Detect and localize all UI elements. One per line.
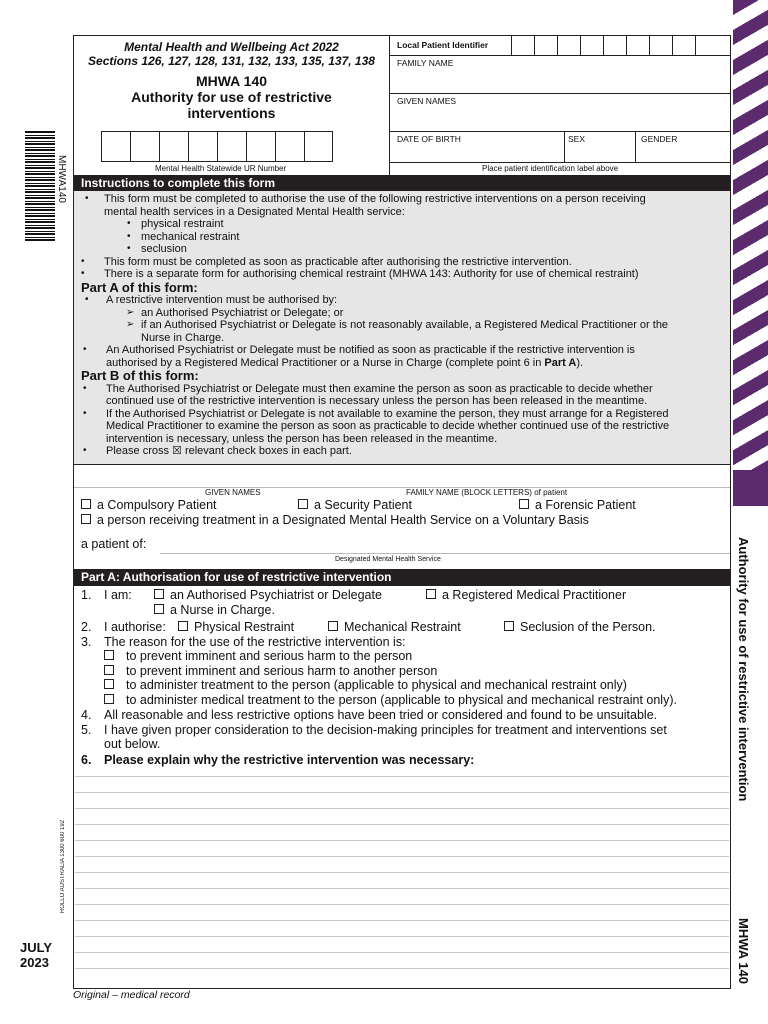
instr-text: Please cross ☒ relevant check boxes in each part.: [106, 445, 352, 457]
ur-digit-box[interactable]: [217, 131, 246, 162]
dob-label[interactable]: DATE OF BIRTH: [397, 134, 461, 144]
instr-text: Medical Practitioner to examine the person as soon as practicable to decide whether continued use of the restrictive: [106, 420, 670, 432]
decorative-stripe: [733, 0, 768, 506]
checkbox-label: a Forensic Patient: [535, 498, 636, 512]
checkbox[interactable]: [104, 665, 114, 675]
checkbox[interactable]: [328, 621, 338, 631]
date-year: 2023: [20, 955, 49, 970]
status-security[interactable]: [298, 498, 412, 512]
checkbox-label: a Nurse in Charge.: [170, 603, 275, 617]
instr-text: This form must be completed to authorise the use of the following restrictive interventions on a person receiving: [104, 193, 646, 205]
checkbox-label: a Compulsory Patient: [97, 498, 217, 512]
role-psychiatrist[interactable]: [154, 588, 382, 603]
checkbox[interactable]: [504, 621, 514, 631]
form-title-line2: interventions: [187, 105, 276, 121]
instr-text-bold: Part A: [544, 356, 577, 369]
status-forensic[interactable]: [519, 498, 636, 512]
decorative-stripe-end: [733, 470, 768, 506]
ur-label: Mental Health Statewide UR Number: [155, 164, 287, 173]
ur-digit-box[interactable]: [304, 131, 333, 162]
authorise-seclusion[interactable]: [504, 620, 656, 635]
instr-text: Nurse in Charge.: [141, 331, 225, 344]
role-nurse[interactable]: [154, 603, 275, 618]
given-names-caption: GIVEN NAMES: [205, 488, 261, 497]
local-id-box[interactable]: [603, 35, 626, 55]
instr-text: authorised by a Registered Medical Practitioner or a Nurse in Charge (complete point 6 in: [106, 356, 545, 369]
checkbox[interactable]: [154, 604, 164, 614]
item-label: I am:: [104, 588, 132, 602]
instr-text: continued use of the restrictive intervention is necessary unless the person has been released in the meantime.: [106, 395, 648, 407]
instr-text: This form must be completed as soon as practicable after authorising the restrictive intervention.: [104, 255, 572, 268]
vertical-form-title: Authority for use of restrictive intervention: [736, 537, 751, 802]
instructions-heading: Instructions to complete this form: [74, 175, 730, 191]
checkbox[interactable]: [104, 650, 114, 660]
instr-text: seclusion: [141, 243, 187, 255]
reason-3[interactable]: [81, 678, 721, 693]
local-id-box[interactable]: [649, 35, 672, 55]
checkbox-label: Seclusion of the Person.: [520, 620, 656, 634]
ur-digit-box[interactable]: [101, 131, 130, 162]
footer-note: Original – medical record: [73, 989, 190, 1001]
vertical-form-code: MHWA 140: [736, 918, 751, 984]
checkbox[interactable]: [519, 499, 529, 509]
item-label: I have given proper consideration to the decision-making principles for treatment and interventions set: [104, 723, 667, 737]
item-label: Please explain why the restrictive intervention was necessary:: [104, 753, 475, 767]
checkbox-label: a person receiving treatment in a Designated Mental Health Service on a Voluntary Basis: [97, 513, 589, 527]
checkbox-label: a Security Patient: [314, 498, 412, 512]
barcode-text: MHWA140: [56, 155, 67, 203]
instr-text: There is a separate form for authorising chemical restraint (MHWA 143: Authority for use of chemical restraint): [104, 268, 639, 280]
local-id-box[interactable]: [580, 35, 603, 55]
ur-digit-box[interactable]: [130, 131, 159, 162]
barcode: [25, 131, 55, 241]
item-number: 6.: [81, 753, 92, 767]
instr-text: If the Authorised Psychiatrist or Delegate is not available to examine the person, they must arrange for a Registered: [106, 407, 669, 420]
given-names-label[interactable]: GIVEN NAMES: [397, 96, 457, 106]
reason-1[interactable]: [81, 649, 721, 664]
item-number: 3.: [81, 635, 92, 649]
role-rmp[interactable]: [426, 588, 626, 603]
ur-digit-box[interactable]: [159, 131, 188, 162]
act-name: Mental Health and Wellbeing Act 2022: [124, 40, 339, 54]
date-month: JULY: [20, 940, 53, 955]
authorise-physical[interactable]: [178, 620, 294, 635]
item-label: All reasonable and less restrictive options have been tried or considered and found to be unsuitable.: [104, 708, 658, 722]
instr-text: The Authorised Psychiatrist or Delegate must then examine the person as soon as practicable to decide whether: [106, 382, 653, 395]
local-id-box[interactable]: [672, 35, 695, 55]
checkbox-label: to administer medical treatment to the person (applicable to physical and mechanical restraint only).: [126, 692, 677, 707]
instructions-content: • This form must be completed to authorise the use of the following restrictive interventions on a person receiving mental health services in a Designated Mental Health service: • physical restraint • mechanical restraint • seclusion • This form must be completed as soon as practicable after authorising the restrictive intervention. • There is a separate form for authorising chemical restraint (MHWA 143: Authority for use of chemical restraint) Part A of this form: • A restrictive intervention must be authorised by: ➢ an Authorised Psychiatrist or Delegate; or ➢ if an Authorised Psychiatrist or Delegate is not reasonably available, a Registered Medical Practitioner or the Nurse in Charge. • An Authorised Psychiatrist or Delegate must be notified as soon as practicable if the restrictive intervention is authorised by a Registered Medical Practitioner or a Nurse in Charge (complete point 6 in Part A). Part B of this form: • The Authorised Psychiatrist or Delegate must then examine the person as soon as practicable to decide whether continued use of the restrictive intervention is necessary unless the person has been released in the meantime. • If the Authorised Psychiatrist or Delegate is not available to examine the person, they must arrange for a Registered Medical Practitioner to examine the person as soon as practicable to decide whether continued use of the restrictive intervention is necessary, unless the person has been released in the meantime. • Please cross ☒ relevant check boxes in each part.: [81, 193, 721, 458]
reason-2[interactable]: [81, 664, 721, 679]
of-patient-caption: of patient: [534, 488, 568, 497]
patient-of-label: a patient of:: [81, 537, 147, 551]
label-note: Place patient identification label above: [482, 164, 619, 173]
instr-text: A restrictive intervention must be authorised by:: [106, 294, 338, 306]
item-number: 4.: [81, 708, 92, 722]
family-name-label[interactable]: FAMILY NAME: [397, 58, 454, 68]
checkbox-label: to prevent imminent and serious harm to another person: [126, 663, 438, 678]
family-name-caption: FAMILY NAME (BLOCK LETTERS): [406, 488, 532, 497]
checkbox[interactable]: [298, 499, 308, 509]
ur-digit-box[interactable]: [246, 131, 275, 162]
item-label: The reason for the use of the restrictive intervention is:: [104, 635, 406, 649]
checkbox[interactable]: [426, 589, 436, 599]
instr-text: mechanical restraint: [141, 230, 240, 243]
item-label: I authorise:: [104, 620, 166, 634]
dmhs-caption: Designated Mental Health Service: [335, 556, 441, 563]
status-voluntary[interactable]: [81, 513, 589, 527]
item-number: 2.: [81, 620, 92, 634]
checkbox[interactable]: [81, 514, 91, 524]
part-a-heading: Part A: Authorisation for use of restrictive intervention: [74, 569, 730, 586]
authorise-mechanical[interactable]: [328, 620, 461, 635]
instr-text: ).: [576, 356, 584, 369]
checkbox[interactable]: [104, 679, 114, 689]
instr-text: physical restraint: [141, 218, 224, 230]
checkbox[interactable]: [104, 694, 114, 704]
ur-number-boxes[interactable]: [101, 131, 333, 162]
gender-label[interactable]: GENDER: [641, 134, 678, 144]
form-code: MHWA 140: [195, 73, 268, 89]
printer-text: ROLLO AUSTRALIA 1300 600 192: [60, 820, 66, 914]
sex-label[interactable]: SEX: [568, 134, 586, 144]
item-number: 5.: [81, 723, 92, 737]
local-id-box[interactable]: [534, 35, 557, 55]
instr-text: an Authorised Psychiatrist or Delegate; or: [141, 306, 344, 319]
checkbox-label: to administer treatment to the person (applicable to physical and mechanical restraint only): [126, 678, 627, 692]
checkbox[interactable]: [178, 621, 188, 631]
part-b-instr-heading: Part B of this form:: [81, 368, 199, 383]
instr-text: if an Authorised Psychiatrist or Delegate is not reasonably available, a Registered Medical Practitioner or the: [141, 319, 669, 331]
checkbox-label: a Registered Medical Practitioner: [442, 588, 627, 602]
form-title-line1: Authority for use of restrictive: [131, 89, 332, 105]
checkbox[interactable]: [154, 589, 164, 599]
checkbox-label: to prevent imminent and serious harm to the person: [126, 649, 413, 663]
reason-4[interactable]: [81, 693, 721, 708]
item-label: out below.: [104, 737, 161, 751]
instr-text: intervention is necessary, unless the person has been released in the meantime.: [106, 432, 498, 445]
instr-text: mental health services in a Designated Mental Health service:: [104, 205, 405, 218]
form-date: [20, 940, 52, 970]
part-a-instr-heading: Part A of this form:: [81, 279, 198, 295]
local-id-label: Local Patient Identifier: [397, 40, 489, 50]
local-id-box[interactable]: [695, 35, 718, 55]
item-number: 1.: [81, 588, 92, 602]
instr-text: An Authorised Psychiatrist or Delegate must be notified as soon as practicable if the restrictive intervention is: [106, 344, 635, 356]
part-a-content: [81, 588, 721, 768]
act-sections: Sections 126, 127, 128, 131, 132, 133, 135, 137, 138: [88, 54, 375, 68]
local-id-boxes[interactable]: [511, 35, 718, 55]
checkbox-label: an Authorised Psychiatrist or Delegate: [170, 588, 382, 602]
status-compulsory[interactable]: [81, 498, 217, 512]
checkbox-label: Mechanical Restraint: [344, 620, 461, 634]
local-id-box[interactable]: [557, 35, 580, 55]
ur-digit-box[interactable]: [275, 131, 304, 162]
form-header: [74, 40, 389, 121]
checkbox[interactable]: [81, 499, 91, 509]
checkbox-label: Physical Restraint: [194, 620, 295, 634]
local-id-box[interactable]: [626, 35, 649, 55]
ur-digit-box[interactable]: [188, 131, 217, 162]
local-id-box[interactable]: [511, 35, 534, 55]
